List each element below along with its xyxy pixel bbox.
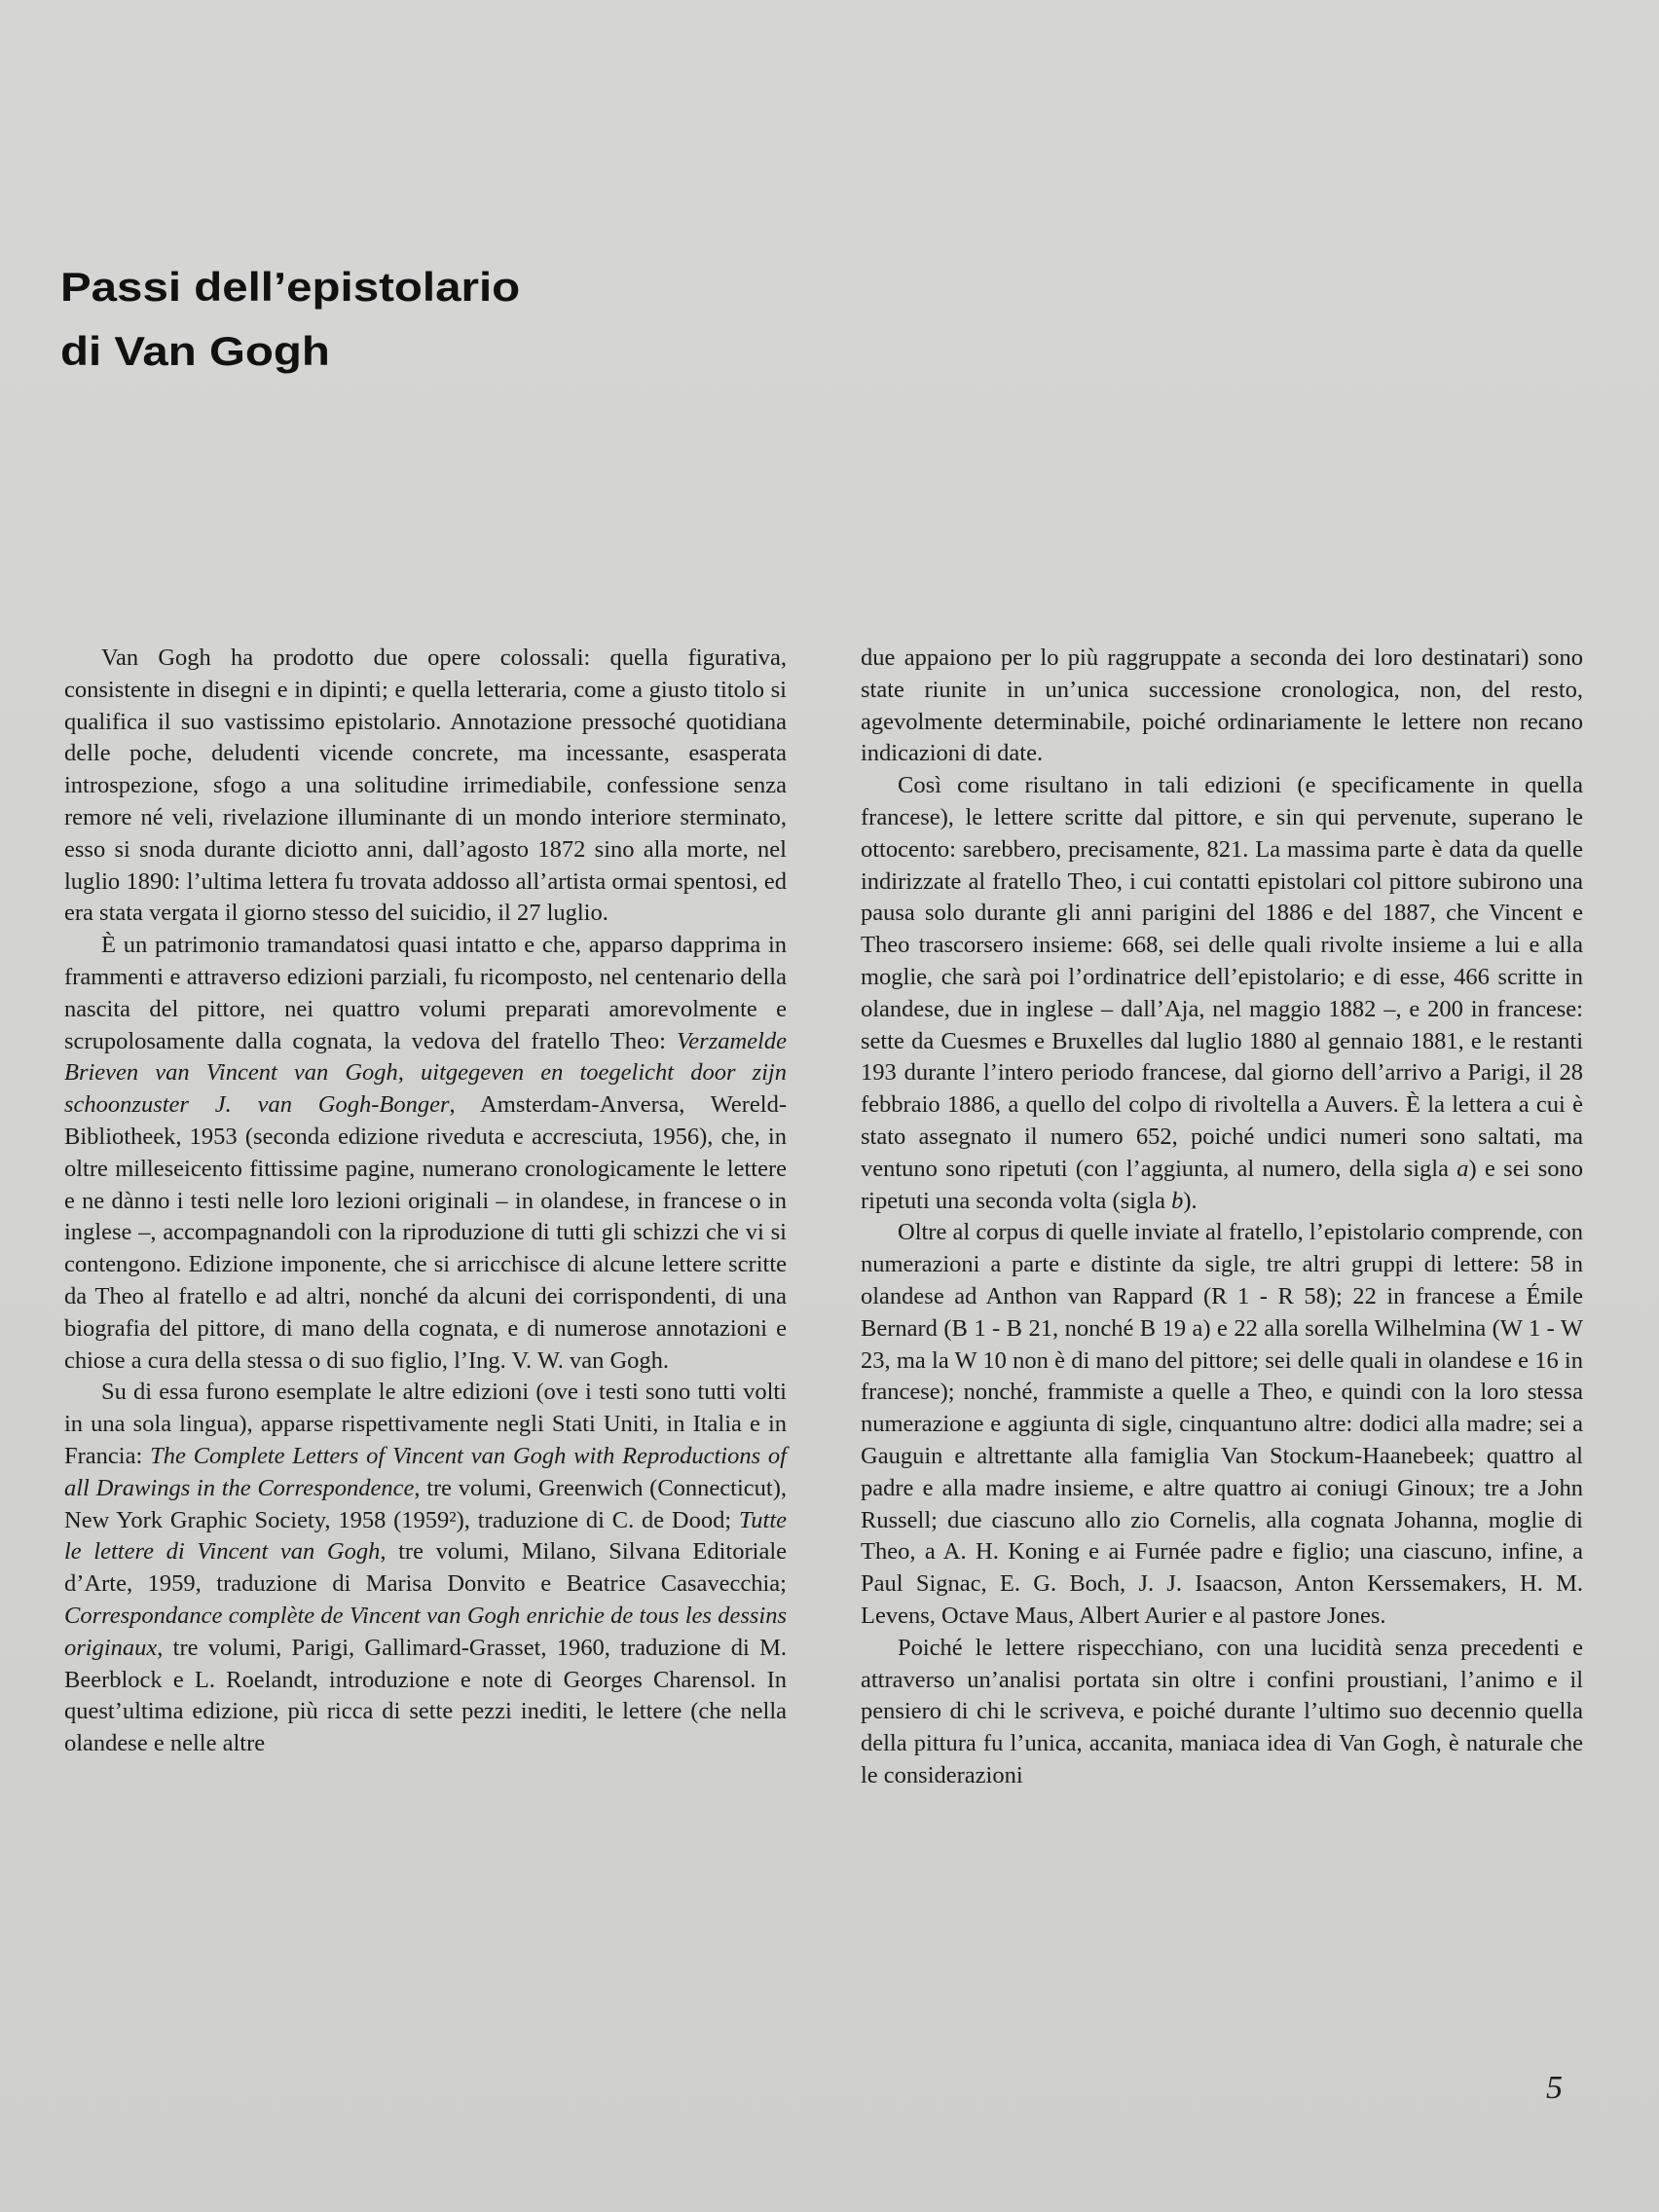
page-number: 5 <box>1546 2070 1563 2106</box>
body-text: Van Gogh ha prodotto due opere colossali: quella figurativa, consistente in disegni e in dipinti; e quella letteraria, come a giusto titolo si qualifica il suo vastissimo epistolario. Annotazione pressoché quotidiana delle poche, deludenti vicende concrete, ma incessante, esasperata introspezione, sfogo a una solitudine irrimediabile, confessione senza remore né veli, rivelazione illuminante di un mondo interiore sterminato, esso si snoda durante diciotto anni, dall’agosto 1872 sino alla morte, nel luglio 1890: l’ultima lettera fu trovata addosso all’artista ormai spentosi, ed era stata vergata il giorno stesso del suicidio, il 27 luglio. <box>64 645 787 927</box>
body-text: ). <box>1183 1187 1198 1214</box>
text-column-left <box>64 643 787 1760</box>
text-column-right <box>861 643 1583 1792</box>
page-title <box>60 255 520 384</box>
italic-text: Tutte le lettere di Vincent van Gogh <box>64 1506 787 1566</box>
italic-text: Correspondance complète de Vincent van Gogh enrichie de tous les dessins originaux <box>64 1602 787 1661</box>
paragraph <box>861 1633 1583 1792</box>
body-text: Così come risultano in tali edizioni (e specificamente in quella francese), le lettere scritte dal pittore, e sin qui pervenute, superano le ottocento: sarebbero, precisamente, 821. La massima parte è data da quelle indirizzate al fratello Theo, i cui contatti epistolari col pittore subirono una pausa solo durante gli anni parigini del 1886 e del 1887, che Vincent e Theo trascorsero insieme: 668, sei delle quali rivolte insieme a lui e alla moglie, che sarà poi l’ordinatrice dell’epistolario; e di esse, 466 scritte in olandese, due in inglese – dall’Aja, nel maggio 1882 –, e 200 in francese: sette da Cuesmes e Bruxelles dal luglio 1880 al gennaio 1881, e le restanti 193 durante l’intero periodo francese, dal giorno dell’arrivo a Parigi, il 28 febbraio 1886, a quello del colpo di rivoltella a Auvers. È la lettera a cui è stato assegnato il numero 652, poiché undici numeri sono saltati, ma ventuno sono ripetuti (con l’aggiunta, al numero, della sigla <box>861 772 1583 1182</box>
body-text: ) e sei sono ripetuti una seconda volta (sigla <box>861 1155 1583 1214</box>
body-text: , tre volumi, Parigi, Gallimard-Grasset, 1960, traduzione di M. Beerblock e L. Roelandt, introduzione e note di Georges Charensol. In quest’ultima edizione, più ricca di sette pezzi inediti, le lettere (che nella olandese e nelle altre <box>64 1634 787 1757</box>
body-text: , Amsterdam-Anversa, Wereld-Bibliotheek, 1953 (seconda edizione riveduta e accresciuta, 1956), che, in oltre milleseicento fittissime pagine, numerano cronologicamente le lettere e ne dànno i testi nelle loro lezioni originali – in olandese, in francese o in inglese –, accompagnandoli con la riproduzione di tutti gli schizzi che vi si contengono. Edizione imponente, che si arricchisce di alcune lettere scritte da Theo al fratello e ad altri, nonché da alcuni dei corrispondenti, di una biografia del pittore, di mano della cognata, e di numerose annotazioni e chiose a cura della stessa o di suo figlio, l’Ing. V. W. van Gogh. <box>64 1091 787 1374</box>
body-text: Su di essa furono esemplate le altre edizioni (ove i testi sono tutti volti in una sola lingua), apparse rispettivamente negli Stati Uniti, in Italia e in Francia: <box>64 1379 787 1469</box>
body-text: Poiché le lettere rispecchiano, con una lucidità senza precedenti e attraverso un’analisi portata sin oltre i confini proustiani, l’animo e il pensiero di chi le scriveva, e poiché durante l’ultimo suo decennio quella della pittura fu l’unica, accanita, maniaca idea di Van Gogh, è naturale che le considerazioni <box>861 1634 1583 1788</box>
paragraph <box>64 643 787 930</box>
italic-text: The Complete Letters of Vincent van Gogh with Reproductions of all Drawings in the Correspondence <box>64 1442 787 1501</box>
paragraph <box>64 930 787 1377</box>
italic-text: a <box>1456 1155 1469 1182</box>
title-line-1: Passi dell’epistolario <box>60 264 521 310</box>
body-text: , tre volumi, Milano, Silvana Editoriale d’Arte, 1959, traduzione di Marisa Donvito e Beatrice Casavecchia; <box>64 1538 788 1598</box>
title-line-2: di Van Gogh <box>60 328 330 374</box>
paragraph <box>861 1217 1583 1632</box>
body-text: due appaiono per lo più raggruppate a seconda dei loro destinatari) sono state riunite in un’unica successione cronologica, non, del resto, agevolmente determinabile, poiché ordinariamente le lettere non recano indicazioni di date. <box>861 645 1583 767</box>
italic-text: b <box>1171 1187 1184 1214</box>
body-text: , tre volumi, Greenwich (Connecticut), New York Graphic Society, 1958 (1959²), traduzione di C. de Dood; <box>64 1474 788 1533</box>
paragraph <box>861 770 1583 1217</box>
body-text: Oltre al corpus di quelle inviate al fratello, l’epistolario comprende, con numerazioni a parte e distinte da sigle, tre altri gruppi di lettere: 58 in olandese ad Anthon van Rappard (R 1 - R 58); 22 in francese a Émile Bernard (B 1 - B 21, nonché B 19 a) e 22 alla sorella Wilhelmina (W 1 - W 23, ma la W 10 non è di mano del pittore; sei delle quali in olandese e 16 in francese); nonché, frammiste a quelle a Theo, e quindi con la loro stessa numerazione e aggiunta di sigle, cinquantuno altre: dodici alla madre; sei a Gauguin e altrettante alla famiglia Van Stockum-Haanebeek; quattro al padre e alla madre insieme, e altre quattro ai coniugi Ginoux; tre a John Russell; due ciascuno allo zio Cornelis, alla cognata Johanna, moglie di Theo, a A. H. Koning e ai Furnée padre e figlio; una ciascuno, infine, a Paul Signac, E. G. Boch, J. J. Isaacson, Anton Kerssemakers, H. M. Levens, Octave Maus, Albert Aurier e al pastore Jones. <box>861 1219 1583 1629</box>
body-text: È un patrimonio tramandatosi quasi intatto e che, apparso dapprima in frammenti e attraverso edizioni parziali, fu ricomposto, nel centenario della nascita del pittore, nei quattro volumi preparati amorevolmente e scrupolosamente dalla cognata, la vedova del fratello Theo: <box>64 932 787 1054</box>
paragraph <box>64 1377 787 1760</box>
italic-text: Verzamelde Brieven van Vincent van Gogh, uitgegeven en toegelicht door zijn schoonzuster J. van Gogh-Bonger <box>64 1027 787 1119</box>
paragraph <box>861 643 1583 770</box>
